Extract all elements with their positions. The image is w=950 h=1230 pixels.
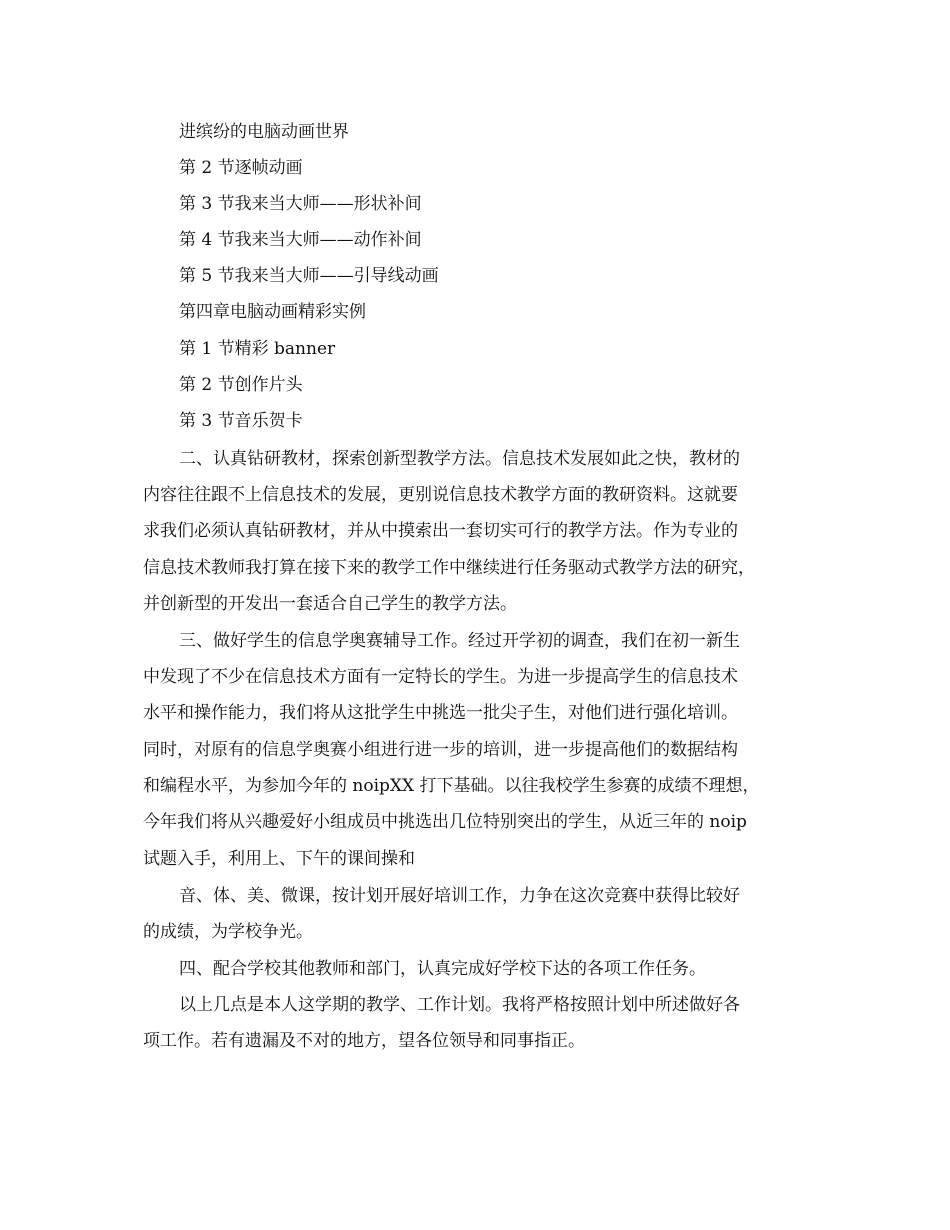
paragraph-line: 并创新型的开发出一套适合自己学生的教学方法。 [143, 594, 517, 614]
paragraph-line: 二、认真钻研教材，探索创新型教学方法。信息技术发展如此之快，教材的 [179, 449, 740, 469]
paragraph-line: 信息技术教师我打算在接下来的教学工作中继续进行任务驱动式教学方法的研究， [143, 558, 755, 578]
toc-line: 第 5 节我来当大师——引导线动画 [179, 266, 439, 286]
paragraph-line: 的成绩，为学校争光。 [143, 922, 313, 942]
toc-line: 第 2 节创作片头 [179, 375, 303, 395]
paragraph-line: 音、体、美、微课，按计划开展好培训工作，力争在这次竞赛中获得比较好 [179, 886, 740, 906]
paragraph-line: 今年我们将从兴趣爱好小组成员中挑选出几位特别突出的学生，从近三年的 noip [143, 812, 747, 832]
paragraph-line: 以上几点是本人这学期的教学、工作计划。我将严格按照计划中所述做好各 [179, 995, 740, 1015]
toc-line: 进缤纷的电脑动画世界 [179, 122, 349, 142]
paragraph-line: 和编程水平，为参加今年的 noipXX 打下基础。以往我校学生参赛的成绩不理想， [143, 776, 760, 796]
paragraph-line: 四、配合学校其他教师和部门，认真完成好学校下达的各项工作任务。 [179, 959, 706, 979]
toc-line: 第 3 节音乐贺卡 [179, 411, 303, 431]
paragraph-line: 试题入手，利用上、下午的课间操和 [143, 849, 415, 869]
paragraph-line: 三、做好学生的信息学奥赛辅导工作。经过开学初的调查，我们在初一新生 [179, 631, 740, 651]
toc-chapter-heading: 第四章电脑动画精彩实例 [179, 302, 366, 322]
paragraph-line: 同时，对原有的信息学奥赛小组进行进一步的培训，进一步提高他们的数据结构 [143, 740, 738, 760]
paragraph-line: 水平和操作能力，我们将从这批学生中挑选一批尖子生，对他们进行强化培训。 [143, 703, 738, 723]
toc-line: 第 4 节我来当大师——动作补间 [179, 230, 422, 250]
paragraph-line: 内容往往跟不上信息技术的发展，更别说信息技术教学方面的教研资料。这就要 [143, 485, 738, 505]
paragraph-line: 中发现了不少在信息技术方面有一定特长的学生。为进一步提高学生的信息技术 [143, 667, 738, 687]
toc-line: 第 3 节我来当大师——形状补间 [179, 194, 422, 214]
paragraph-line: 项工作。若有遗漏及不对的地方，望各位领导和同事指正。 [143, 1031, 585, 1051]
paragraph-line: 求我们必须认真钻研教材，并从中摸索出一套切实可行的教学方法。作为专业的 [143, 521, 738, 541]
toc-line: 第 2 节逐帧动画 [179, 158, 303, 178]
toc-line: 第 1 节精彩 banner [179, 339, 336, 359]
